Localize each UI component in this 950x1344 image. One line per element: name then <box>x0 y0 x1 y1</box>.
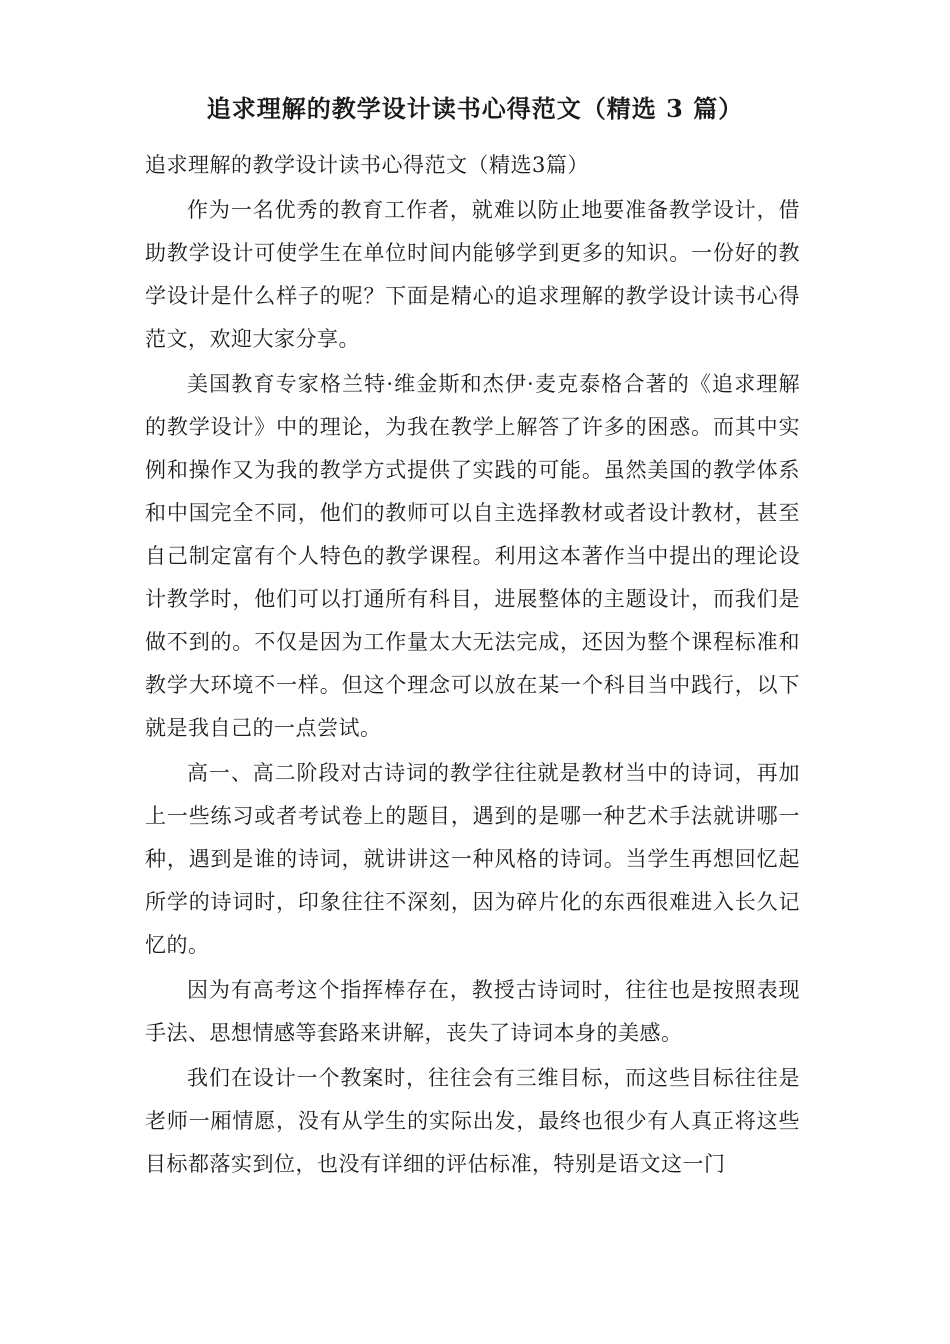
paragraph-lesson-goals: 我们在设计一个教案时，往往会有三维目标，而这些目标往往是老师一厢情愿，没有从学生的实际出发，最终也很少有人真正将这些目标都落实到位，也没有详细的评估标准，特别是语文这一门 <box>145 1066 800 1176</box>
paragraph-book-theory: 美国教育专家格兰特·维金斯和杰伊·麦克泰格合著的《追求理解的教学设计》中的理论，为我在教学上解答了许多的困惑。而其中实例和操作又为我的教学方式提供了实践的可能。虽然美国的教学体系和中国完全不同，他们的教师可以自主选择教材或者设计教材，甚至自己制定富有个人特色的教学课程。利用这本著作当中提出的理论设计教学时，他们可以打通所有科目，进展整体的主题设计，而我们是做不到的。不仅是因为工作量太大无法完成，还因为整个课程标准和教学大环境不一样。但这个理念可以放在某一个科目当中践行，以下就是我自己的一点尝试。 <box>145 372 800 740</box>
document-title: 追求理解的教学设计读书心得范文（精选 3 篇） <box>206 94 744 123</box>
paragraph-exam-influence: 因为有高考这个指挥棒存在，教授古诗词时，往往也是按照表现手法、思想情感等套路来讲解，丧失了诗词本身的美感。 <box>145 978 800 1045</box>
document-body <box>145 144 800 1188</box>
document-subtitle: 追求理解的教学设计读书心得范文（精选3篇） <box>145 153 589 177</box>
paragraph-poetry-teaching: 高一、高二阶段对古诗词的教学往往就是教材当中的诗词，再加上一些练习或者考试卷上的题目，遇到的是哪一种艺术手法就讲哪一种，遇到是谁的诗词，就讲讲这一种风格的诗词。当学生再想回忆起所学的诗词时，印象往往不深刻，因为碎片化的东西很难进入长久记忆的。 <box>145 761 800 957</box>
paragraph-intro: 作为一名优秀的教育工作者，就难以防止地要准备教学设计，借助教学设计可使学生在单位时间内能够学到更多的知识。一份好的教学设计是什么样子的呢？下面是精心的追求理解的教学设计读书心得范文，欢迎大家分享。 <box>145 198 800 351</box>
